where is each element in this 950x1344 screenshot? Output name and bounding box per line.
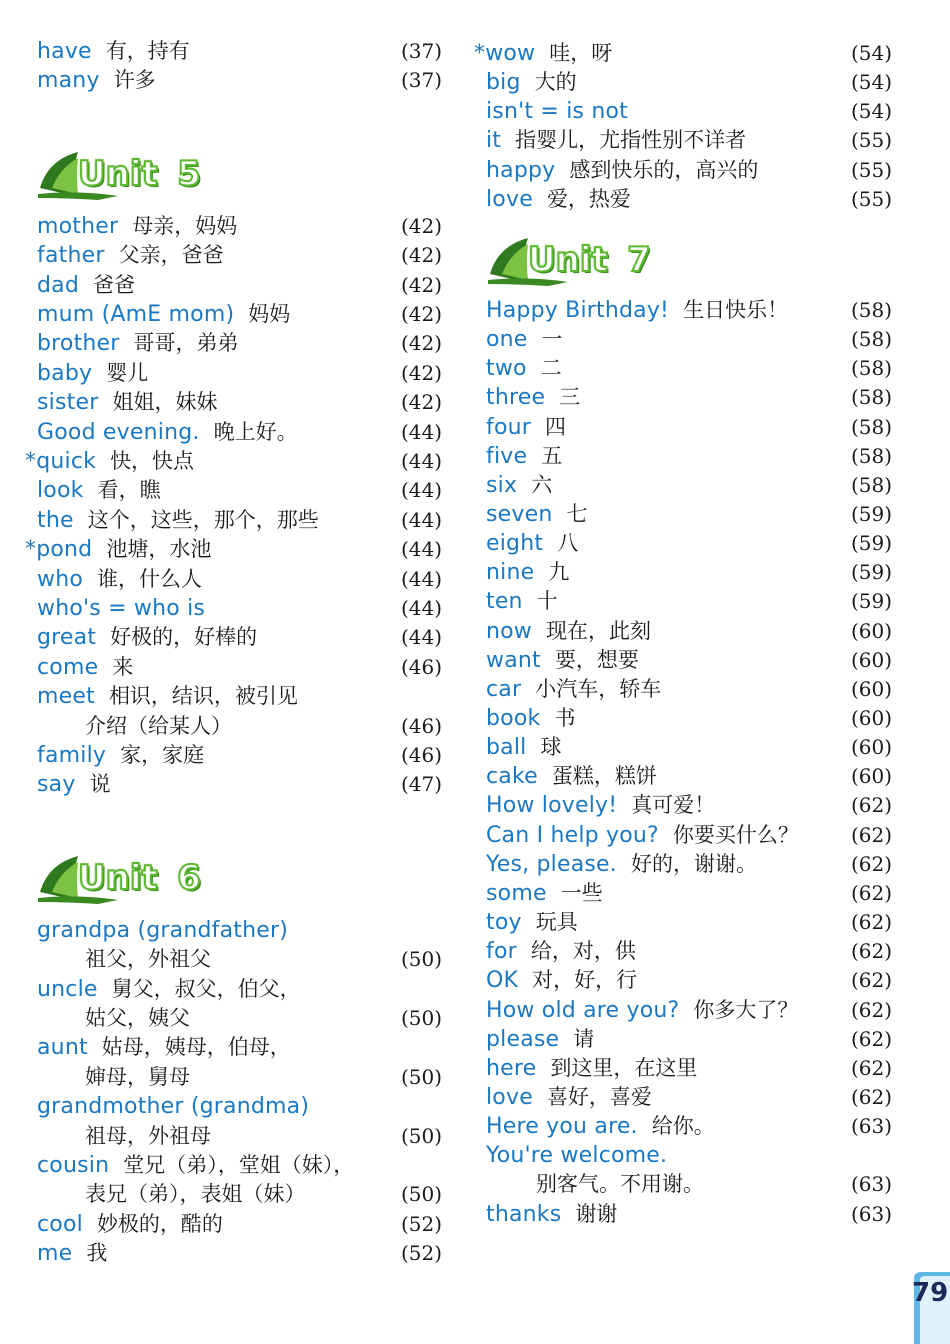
page-reference: (46) (400, 743, 442, 767)
page-reference: (63) (850, 1172, 892, 1197)
vocab-entry (486, 68, 577, 97)
page-reference: (42) (400, 360, 442, 385)
vocab-entry (486, 1112, 715, 1141)
english-word: six (486, 472, 518, 498)
english-word: car (486, 676, 522, 702)
english-word: You're welcome. (486, 1143, 668, 1169)
chinese-meaning: 玩具 (535, 910, 578, 935)
page-reference: (62) (850, 1055, 892, 1080)
vocab-entry (37, 241, 224, 270)
page-reference: (62) (850, 851, 892, 876)
vocab-entry (486, 762, 657, 791)
vocab-entry (486, 442, 562, 471)
english-word: it (486, 128, 502, 154)
page-reference: (44) (400, 419, 442, 444)
english-word: four (486, 414, 531, 440)
chinese-meaning: 哇，呀 (549, 41, 613, 65)
chinese-meaning: 九 (548, 560, 570, 585)
english-word: now (486, 618, 532, 644)
english-word: father (37, 243, 105, 269)
english-word: here (486, 1055, 537, 1081)
chinese-meaning: 家，家庭 (120, 743, 205, 767)
vocab-entry (37, 271, 135, 300)
vocab-entry (486, 354, 562, 383)
page-reference: (42) (400, 213, 442, 238)
english-word: me (37, 1241, 73, 1267)
chinese-meaning: 真可爱！ (631, 793, 716, 818)
page-reference: (62) (850, 910, 892, 935)
page-reference: (62) (850, 997, 892, 1022)
page-reference: (50) (400, 947, 442, 972)
page-reference: (58) (850, 356, 892, 381)
page-reference: (44) (400, 537, 442, 562)
vocab-entry (85, 1063, 190, 1092)
unit-heading (488, 234, 668, 294)
page-reference: (62) (850, 1084, 892, 1109)
vocab-entry (486, 383, 580, 412)
vocab-entry (85, 945, 211, 974)
chinese-meaning: 给你。 (651, 1114, 715, 1139)
vocab-entry (37, 1210, 223, 1239)
unit-label: Unit (78, 153, 158, 194)
english-word: *pond (25, 537, 93, 563)
english-word: say (37, 772, 76, 798)
chinese-meaning: 池塘，水池 (106, 537, 212, 562)
vocab-entry (85, 712, 232, 741)
english-word: who (37, 566, 83, 592)
page-reference: (46) (400, 654, 442, 679)
vocab-entry (486, 1200, 617, 1229)
vocab-entry (536, 1170, 704, 1199)
page-reference: (54) (850, 99, 892, 124)
english-word: baby (37, 360, 93, 386)
page-reference: (63) (850, 1201, 892, 1226)
page-reference: (54) (850, 70, 892, 95)
vocab-entry (474, 39, 612, 68)
vocab-entry (37, 916, 288, 945)
vocab-entry (37, 975, 301, 1004)
unit-label: Unit (78, 857, 158, 898)
page-reference: (58) (850, 414, 892, 439)
english-word: Good evening. (37, 419, 200, 445)
page-reference: (46) (400, 713, 442, 738)
english-word: brother (37, 331, 120, 357)
chinese-meaning: 婴儿 (106, 360, 149, 385)
chinese-meaning: 七 (566, 501, 588, 526)
page-reference: (58) (850, 472, 892, 497)
vocab-entry (25, 447, 194, 476)
page-reference: (44) (400, 566, 442, 591)
english-word: love (486, 186, 533, 212)
page-reference: (44) (400, 478, 442, 503)
vocab-entry (486, 413, 566, 442)
page-reference: (59) (850, 589, 892, 614)
vocab-entry (37, 506, 319, 535)
chinese-meaning: 婶母，舅母 (85, 1064, 190, 1089)
chinese-meaning: 给，对，供 (530, 939, 636, 964)
vocab-entry (37, 1239, 107, 1268)
chinese-meaning: 舅父，叔父，伯父， (111, 976, 301, 1001)
english-word: Can I help you? (486, 822, 659, 848)
chinese-meaning: 爱，热爱 (546, 186, 631, 211)
vocab-entry (486, 675, 661, 704)
english-word: three (486, 385, 546, 411)
english-word: How old are you? (486, 997, 680, 1023)
vocab-entry (486, 1025, 594, 1054)
english-word: mother (37, 213, 119, 239)
vocab-entry (486, 156, 758, 185)
english-word: thanks (486, 1201, 562, 1227)
english-word: OK (486, 968, 519, 994)
page-reference: (44) (400, 625, 442, 650)
page-reference: (37) (400, 39, 442, 63)
unit-heading (38, 852, 218, 912)
vocab-entry (37, 594, 205, 623)
page-reference: (42) (400, 331, 442, 356)
page-reference: (42) (400, 272, 442, 297)
chinese-meaning: 爸爸 (93, 272, 136, 297)
english-word: ball (486, 735, 527, 761)
page-reference: (60) (850, 706, 892, 730)
page-reference: (59) (850, 501, 892, 526)
english-word: cousin (37, 1153, 110, 1178)
vocab-entry (37, 388, 217, 417)
chinese-meaning: 看，瞧 (97, 478, 161, 503)
vocab-entry (486, 617, 651, 646)
vocab-entry (486, 1083, 652, 1112)
page-reference: (44) (400, 507, 442, 532)
english-word: Yes, please. (486, 851, 617, 877)
page-reference: (42) (400, 390, 442, 415)
page-reference: (62) (850, 1026, 892, 1051)
english-word: aunt (37, 1035, 88, 1061)
page-number: 79 (912, 1278, 949, 1308)
chinese-meaning: 许多 (113, 68, 156, 93)
chinese-meaning: 哥哥，弟弟 (133, 331, 239, 356)
english-word: come (37, 654, 99, 680)
vocab-entry (37, 682, 298, 711)
vocab-entry (37, 329, 239, 358)
chinese-meaning: 到这里，在这里 (550, 1055, 698, 1080)
page-reference: (50) (400, 1064, 442, 1089)
vocab-entry (486, 471, 552, 500)
page-reference: (60) (850, 764, 892, 789)
vocab-entry (37, 741, 204, 770)
vocab-entry (85, 1004, 190, 1033)
chinese-meaning: 三 (559, 385, 581, 410)
english-word: seven (486, 501, 553, 527)
vocab-entry (85, 1180, 306, 1209)
english-word: two (486, 356, 527, 382)
page-reference: (62) (850, 793, 892, 818)
english-word: grandpa (grandfather) (37, 917, 288, 943)
chinese-meaning: 介绍（给某人） (85, 713, 232, 738)
chinese-meaning: 表兄（弟），表姐（妹） (85, 1182, 306, 1207)
chinese-meaning: 祖母，外祖母 (85, 1123, 211, 1148)
unit-label: Unit (528, 239, 608, 280)
vocab-entry (486, 325, 563, 354)
page-reference: (60) (850, 735, 892, 760)
chinese-meaning: 这个，这些，那个，那些 (87, 507, 319, 532)
english-word: nine (486, 560, 535, 586)
page-reference: (58) (850, 327, 892, 352)
english-word: ten (486, 589, 523, 615)
page-reference: (60) (850, 647, 892, 672)
chinese-meaning: 小汽车，轿车 (535, 676, 662, 701)
unit-number: 7 (627, 239, 651, 280)
vocab-entry (37, 1151, 354, 1180)
chinese-meaning: 感到快乐的，高兴的 (569, 157, 759, 182)
chinese-meaning: 妈妈 (248, 302, 291, 326)
english-word: great (37, 625, 97, 651)
page-reference: (58) (850, 443, 892, 468)
chinese-meaning: 我 (86, 1241, 108, 1266)
english-word: one (486, 327, 528, 353)
chinese-meaning: 指婴儿，尤指性别不详者 (515, 128, 747, 153)
chinese-meaning: 球 (540, 735, 562, 760)
chinese-meaning: 书 (554, 706, 576, 730)
chinese-meaning: 对，好，行 (532, 968, 638, 993)
chinese-meaning: 谢谢 (575, 1201, 618, 1226)
vocab-entry (486, 296, 788, 325)
english-word: five (486, 443, 528, 469)
chinese-meaning: 蛋糕，糕饼 (551, 764, 657, 789)
page-reference: (60) (850, 618, 892, 643)
chinese-meaning: 大的 (534, 70, 577, 95)
english-word: many (37, 68, 100, 94)
page-reference: (50) (400, 1006, 442, 1030)
vocab-entry (486, 587, 558, 616)
vocab-entry (486, 646, 639, 675)
english-word: family (37, 743, 107, 768)
vocab-entry (486, 879, 603, 908)
english-word: eight (486, 531, 544, 557)
vocab-entry (486, 821, 799, 850)
chinese-meaning: 现在，此刻 (546, 618, 651, 643)
chinese-meaning: 一 (541, 327, 563, 352)
vocab-entry (37, 37, 190, 66)
page-reference: (52) (400, 1241, 442, 1266)
page-reference: (62) (850, 968, 892, 993)
vocab-entry (37, 212, 237, 241)
english-word: *quick (25, 449, 97, 474)
english-word: Happy Birthday! (486, 297, 670, 323)
english-word: happy (486, 157, 556, 183)
chinese-meaning: 谁，什么人 (97, 566, 202, 591)
vocab-entry (37, 418, 298, 447)
english-word: please (486, 1026, 560, 1052)
chinese-meaning: 好极的，好棒的 (110, 625, 258, 650)
english-word: meet (37, 684, 95, 710)
vocab-entry (37, 565, 202, 594)
vocab-entry (486, 500, 588, 529)
page-reference: (42) (400, 243, 442, 268)
chinese-meaning: 姑母，姨母，伯母， (101, 1035, 291, 1060)
vocab-entry (37, 623, 257, 652)
english-word: love (486, 1084, 533, 1110)
vocab-entry (486, 529, 578, 558)
english-word: the (37, 507, 74, 533)
vocab-entry (486, 558, 569, 587)
english-word: some (486, 880, 547, 906)
english-word: grandmother (grandma) (37, 1094, 310, 1120)
vocab-entry (486, 704, 575, 733)
english-word: want (486, 647, 541, 673)
english-word: cool (37, 1211, 83, 1237)
chinese-meaning: 一些 (560, 880, 603, 905)
chinese-meaning: 妙极的，酷的 (96, 1211, 223, 1236)
english-word: uncle (37, 976, 98, 1002)
english-word: dad (37, 272, 80, 298)
page-reference: (52) (400, 1211, 442, 1236)
chinese-meaning: 来 (112, 654, 134, 679)
page-reference: (58) (850, 297, 892, 322)
english-word: who's = who is (37, 596, 206, 621)
chinese-meaning: 有，持有 (105, 39, 190, 63)
chinese-meaning: 生日快乐！ (683, 297, 789, 322)
vocab-entry (486, 126, 746, 155)
chinese-meaning: 要，想要 (554, 647, 639, 672)
vocab-entry (37, 770, 111, 799)
vocab-entry (486, 937, 636, 966)
chinese-meaning: 晚上好。 (213, 419, 298, 444)
english-word: toy (486, 910, 522, 936)
vocab-entry (486, 908, 578, 937)
chinese-meaning: 说 (89, 772, 111, 797)
page-reference: (59) (850, 531, 892, 556)
page-reference: (59) (850, 560, 892, 585)
page-reference: (37) (400, 68, 442, 93)
page-reference: (44) (400, 596, 442, 620)
chinese-meaning: 好的，谢谢。 (630, 851, 757, 876)
chinese-meaning: 八 (557, 531, 579, 556)
vocab-entry (486, 1141, 667, 1170)
english-word: for (486, 939, 517, 965)
vocab-entry (37, 66, 156, 95)
english-word: look (37, 478, 84, 504)
page-reference: (50) (400, 1123, 442, 1148)
english-word: mum (AmE mom) (37, 302, 235, 327)
chinese-meaning: 姑父，姨父 (85, 1006, 190, 1030)
page-reference: (42) (400, 302, 442, 326)
vocab-entry (37, 1092, 309, 1121)
chinese-meaning: 别客气。不用谢。 (536, 1172, 704, 1197)
english-word: *wow (474, 41, 536, 66)
chinese-meaning: 五 (541, 443, 563, 468)
vocab-entry (486, 850, 757, 879)
chinese-meaning: 六 (531, 472, 553, 497)
page-reference: (60) (850, 676, 892, 701)
chinese-meaning: 堂兄（弟），堂姐（妹）， (123, 1153, 355, 1177)
page-reference: (63) (850, 1114, 892, 1139)
unit-heading (38, 148, 218, 208)
english-word: Here you are. (486, 1114, 638, 1140)
vocab-entry (37, 1033, 291, 1062)
english-word: big (486, 70, 521, 96)
vocab-entry (85, 1122, 211, 1151)
page-reference: (55) (850, 157, 892, 182)
chinese-meaning: 喜好，喜爱 (546, 1084, 652, 1109)
unit-number: 5 (177, 153, 201, 194)
vocab-entry (37, 653, 133, 682)
page-reference: (58) (850, 385, 892, 410)
chinese-meaning: 姐姐，妹妹 (112, 390, 218, 415)
page-reference: (47) (400, 772, 442, 797)
english-word: book (486, 706, 541, 731)
vocab-entry (37, 359, 148, 388)
chinese-meaning: 十 (536, 589, 558, 614)
page-reference: (62) (850, 880, 892, 905)
chinese-meaning: 相识，结识，被引见 (108, 684, 298, 709)
vocab-entry (486, 97, 628, 126)
chinese-meaning: 快，快点 (110, 449, 195, 473)
chinese-meaning: 母亲，妈妈 (132, 213, 238, 238)
english-word: sister (37, 390, 99, 416)
vocab-entry (486, 185, 631, 214)
vocab-entry (25, 535, 211, 564)
unit-number: 6 (177, 857, 201, 898)
page-reference: (54) (850, 41, 892, 65)
chinese-meaning: 你要买什么？ (672, 822, 799, 847)
vocab-entry (486, 791, 715, 820)
page-reference: (55) (850, 128, 892, 153)
english-word: isn't = is not (486, 99, 629, 125)
page-reference: (55) (850, 186, 892, 211)
page-reference: (50) (400, 1182, 442, 1207)
vocab-entry (486, 996, 798, 1025)
chinese-meaning: 四 (545, 414, 566, 439)
vocab-entry (37, 300, 290, 329)
english-word: have (37, 39, 92, 64)
page-reference: (62) (850, 939, 892, 964)
chinese-meaning: 祖父，外祖父 (85, 947, 211, 972)
vocab-entry (486, 733, 561, 762)
english-word: How lovely! (486, 793, 618, 819)
page-reference: (44) (400, 449, 442, 473)
vocab-entry (37, 476, 161, 505)
chinese-meaning: 你多大了？ (693, 997, 799, 1022)
vocab-entry (486, 966, 637, 995)
chinese-meaning: 二 (540, 356, 562, 381)
chinese-meaning: 请 (573, 1026, 595, 1051)
vocab-entry (486, 1054, 697, 1083)
page-reference: (62) (850, 822, 892, 847)
english-word: cake (486, 764, 538, 790)
chinese-meaning: 父亲，爸爸 (118, 243, 224, 268)
